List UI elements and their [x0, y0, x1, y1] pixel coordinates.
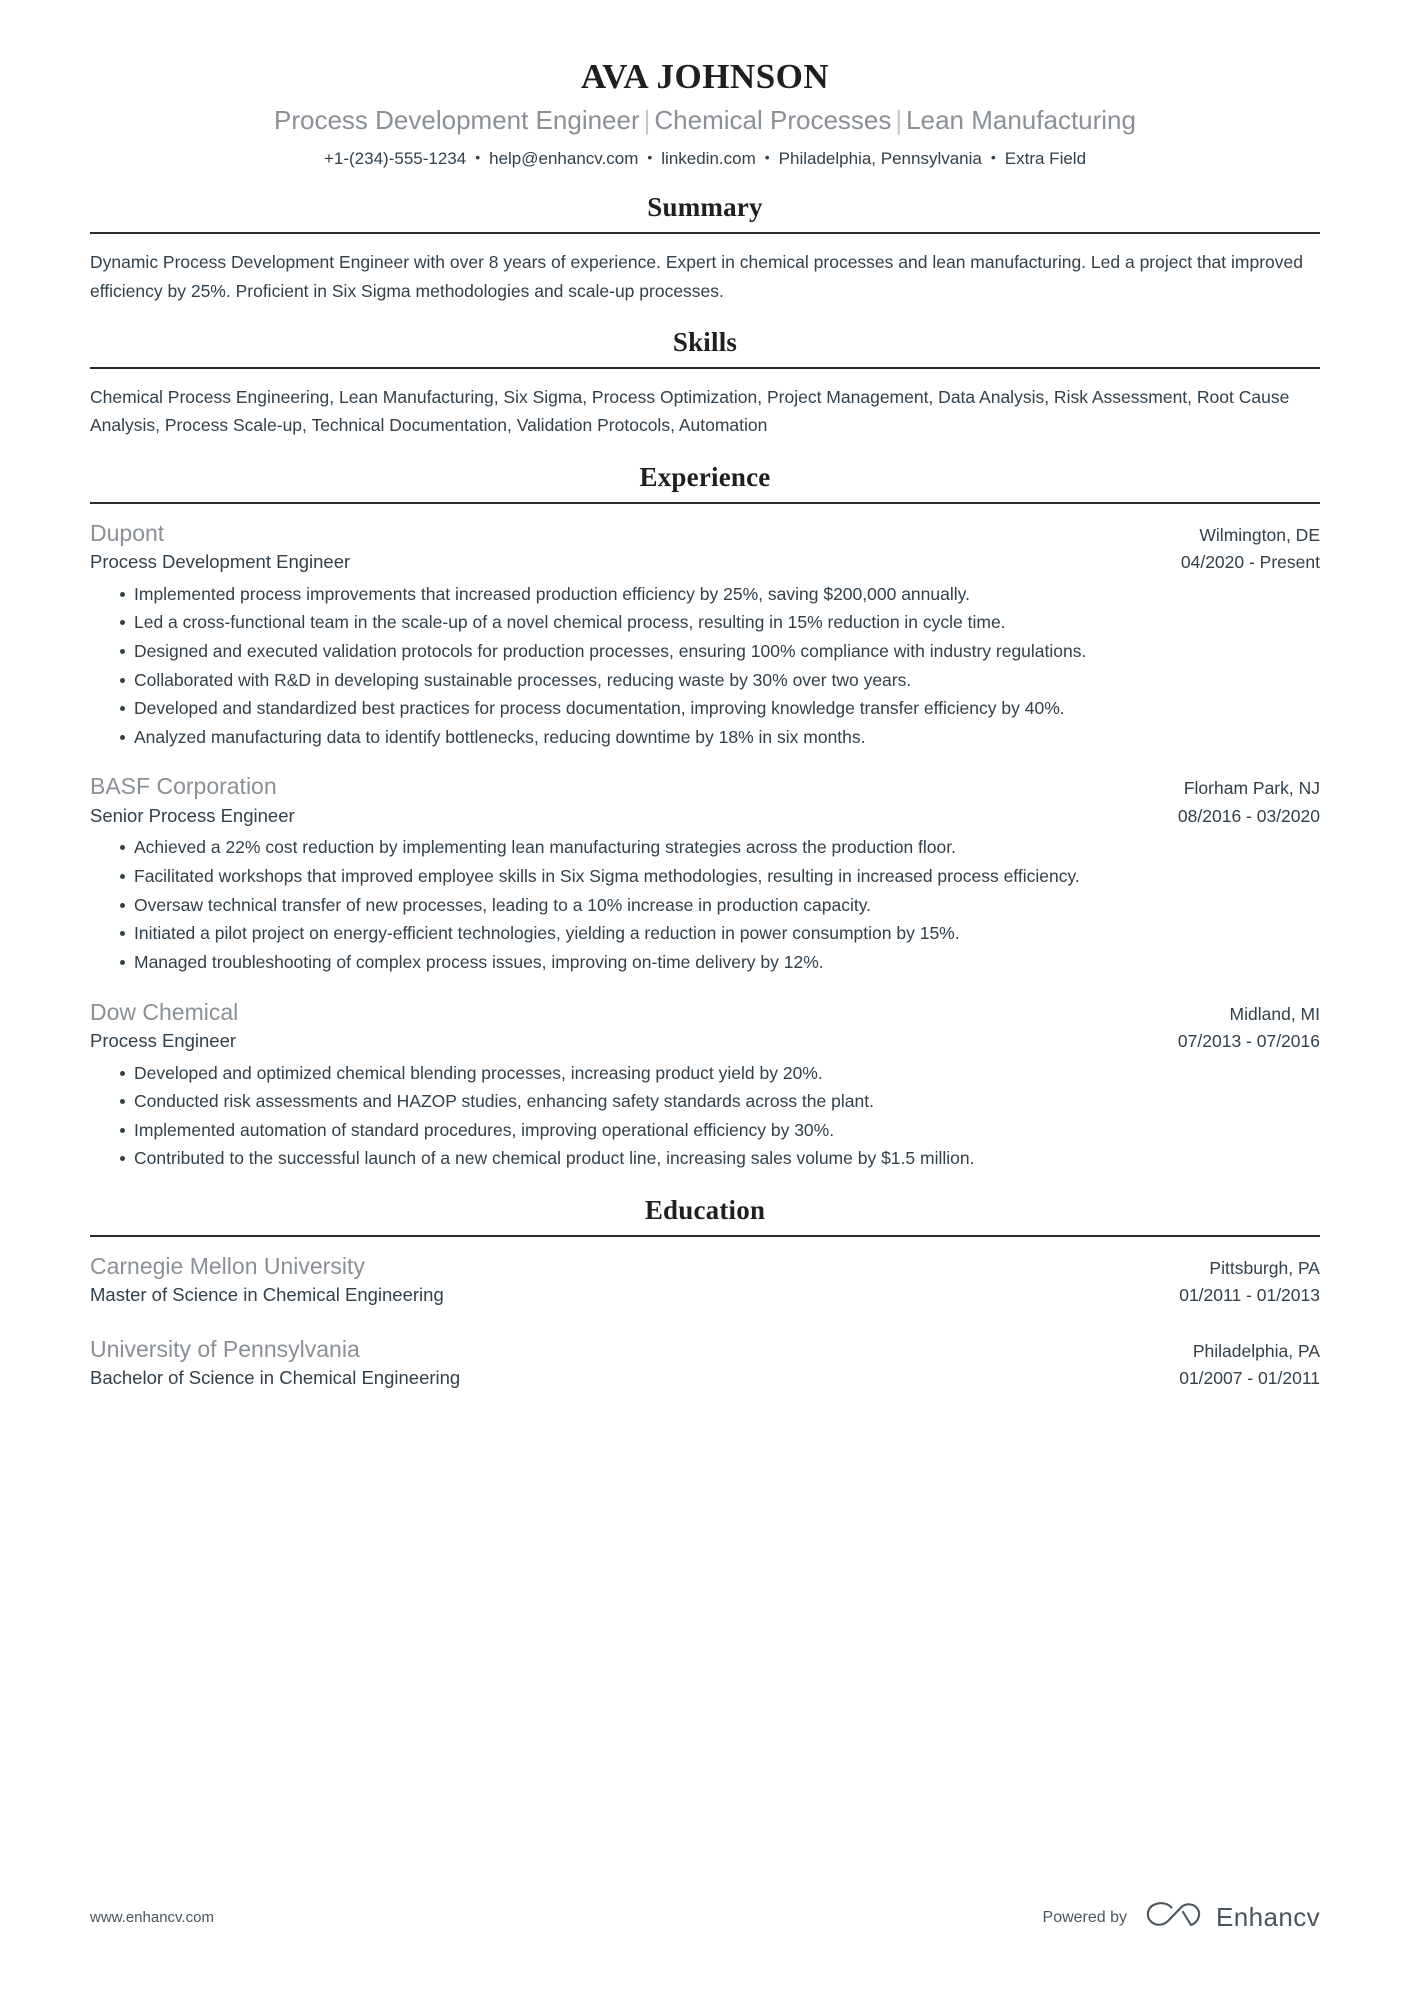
employer-name: Dupont	[90, 519, 165, 546]
enhancv-mark-icon	[1145, 1900, 1203, 1935]
job-dates: 07/2013 - 07/2016	[1177, 1030, 1320, 1051]
contact-item[interactable]: Extra Field	[1004, 148, 1087, 168]
contact-item[interactable]: linkedin.com	[661, 148, 756, 168]
contact-item[interactable]: help@enhancv.com	[489, 148, 639, 168]
degree-title: Bachelor of Science in Chemical Engineering	[90, 1367, 461, 1389]
job-dates: 04/2020 - Present	[1180, 551, 1320, 572]
job-bullet: Initiated a pilot project on energy-efficient technologies, yielding a reduction in power consumption by 15%.	[120, 920, 1320, 948]
experience-entry-subheader	[90, 803, 1320, 829]
summary-text: Dynamic Process Development Engineer with over 8 years of experience. Expert in chemical processes and lean manufacturing. Led a project that improved efficiency by 25%. Proficient in Six Sigma methodologies and scale-up processes.	[90, 252, 1303, 301]
skills-text: Chemical Process Engineering, Lean Manufacturing, Six Sigma, Process Optimization, Project Management, Data Analysis, Risk Assessment, Root Cause Analysis, Process Scale-up, Technical Documentation, Validation Protocols, Automation	[90, 386, 1290, 436]
candidate-headline	[90, 104, 1320, 137]
job-title: Senior Process Engineer	[90, 804, 295, 826]
experience-entry-subheader	[90, 549, 1320, 575]
contact-separator: •	[990, 148, 996, 165]
job-title: Process Engineer	[90, 1029, 237, 1051]
contact-item[interactable]: +1-(234)-555-1234	[323, 148, 467, 168]
job-bullet: Contributed to the successful launch of a new chemical product line, increasing sales volume by $1.5 million.	[120, 1145, 1320, 1173]
job-dates: 08/2016 - 03/2020	[1177, 805, 1320, 826]
education-entry	[90, 1251, 1320, 1308]
job-bullet-list	[90, 1060, 1320, 1174]
section-summary	[90, 192, 1320, 305]
section-education	[90, 1195, 1320, 1391]
job-bullet-list	[90, 581, 1320, 752]
experience-entry	[90, 997, 1320, 1174]
contact-item[interactable]: Philadelphia, Pennsylvania	[778, 148, 982, 168]
headline-part: Lean Manufacturing	[906, 105, 1136, 135]
school-location: Philadelphia, PA	[1192, 1341, 1320, 1362]
job-title: Process Development Engineer	[90, 550, 351, 572]
job-bullet: Implemented process improvements that increased production efficiency by 25%, saving $200,000 annually.	[120, 581, 1320, 609]
employer-name: BASF Corporation	[90, 773, 277, 800]
enhancv-wordmark: Enhancv	[1216, 1902, 1320, 1932]
experience-entry-header	[90, 771, 1320, 802]
job-bullet: Oversaw technical transfer of new processes, leading to a 10% increase in production capacity.	[120, 892, 1320, 920]
headline-separator: |	[895, 105, 903, 135]
experience-entry-header	[90, 997, 1320, 1028]
experience-entry-header	[90, 518, 1320, 549]
section-experience	[90, 462, 1320, 1173]
job-bullet: Facilitated workshops that improved employee skills in Six Sigma methodologies, resulting in increased process efficiency.	[120, 863, 1320, 891]
section-skills	[90, 327, 1320, 440]
education-entry-subheader	[90, 1282, 1320, 1308]
resume-header	[90, 0, 1320, 170]
experience-list	[90, 518, 1320, 1173]
contact-separator: •	[764, 148, 770, 165]
job-bullet: Achieved a 22% cost reduction by implementing lean manufacturing strategies across the production floor.	[120, 834, 1320, 862]
section-title-education: Education	[644, 1195, 766, 1226]
education-entry	[90, 1334, 1320, 1391]
section-divider	[90, 367, 1320, 369]
enhancv-logo	[1145, 1900, 1320, 1935]
employer-location: Wilmington, DE	[1199, 524, 1320, 545]
section-title-experience: Experience	[639, 461, 771, 492]
job-bullet: Developed and optimized chemical blending processes, increasing product yield by 20%.	[120, 1060, 1320, 1088]
powered-by-label: Powered by	[1042, 1908, 1128, 1926]
education-list	[90, 1251, 1320, 1391]
job-bullet: Developed and standardized best practices for process documentation, improving knowledge transfer efficiency by 40%.	[120, 695, 1320, 723]
job-bullet: Analyzed manufacturing data to identify bottlenecks, reducing downtime by 18% in six months.	[120, 724, 1320, 752]
job-bullet: Collaborated with R&D in developing sustainable processes, reducing waste by 30% over two years.	[120, 667, 1320, 695]
degree-dates: 01/2011 - 01/2013	[1179, 1285, 1320, 1306]
education-entry-header	[90, 1251, 1320, 1282]
job-bullet: Implemented automation of standard procedures, improving operational efficiency by 30%.	[120, 1117, 1320, 1145]
section-divider	[90, 232, 1320, 234]
section-divider	[90, 502, 1320, 504]
experience-entry	[90, 518, 1320, 752]
contact-separator: •	[475, 148, 481, 165]
employer-location: Florham Park, NJ	[1183, 778, 1320, 799]
resume-footer	[90, 1900, 1320, 1935]
section-divider	[90, 1235, 1320, 1237]
headline-part: Process Development Engineer	[274, 105, 640, 135]
footer-branding	[1043, 1900, 1320, 1935]
section-title-skills: Skills	[672, 326, 738, 357]
job-bullet: Conducted risk assessments and HAZOP studies, enhancing safety standards across the plant.	[120, 1088, 1320, 1116]
job-bullet: Led a cross-functional team in the scale-up of a novel chemical process, resulting in 15% reduction in cycle time.	[120, 609, 1320, 637]
employer-name: Dow Chemical	[90, 998, 239, 1025]
experience-entry	[90, 771, 1320, 976]
contact-line	[90, 147, 1320, 171]
job-bullet: Managed troubleshooting of complex process issues, improving on-time delivery by 12%.	[120, 949, 1320, 977]
education-entry-header	[90, 1334, 1320, 1365]
headline-separator: |	[643, 105, 651, 135]
degree-title: Master of Science in Chemical Engineering	[90, 1284, 444, 1306]
school-name: University of Pennsylvania	[90, 1336, 360, 1363]
section-title-summary: Summary	[647, 192, 763, 223]
footer-website-link[interactable]: www.enhancv.com	[90, 1909, 214, 1926]
candidate-name: AVA JOHNSON	[580, 57, 830, 96]
job-bullet-list	[90, 834, 1320, 976]
education-entry-subheader	[90, 1365, 1320, 1391]
experience-entry-subheader	[90, 1028, 1320, 1054]
employer-location: Midland, MI	[1229, 1003, 1320, 1024]
school-name: Carnegie Mellon University	[90, 1253, 365, 1280]
school-location: Pittsburgh, PA	[1209, 1258, 1320, 1279]
job-bullet: Designed and executed validation protocols for production processes, ensuring 100% compliance with industry regulations.	[120, 638, 1320, 666]
headline-part: Chemical Processes	[654, 105, 892, 135]
contact-separator: •	[647, 148, 653, 165]
degree-dates: 01/2007 - 01/2011	[1179, 1368, 1320, 1389]
